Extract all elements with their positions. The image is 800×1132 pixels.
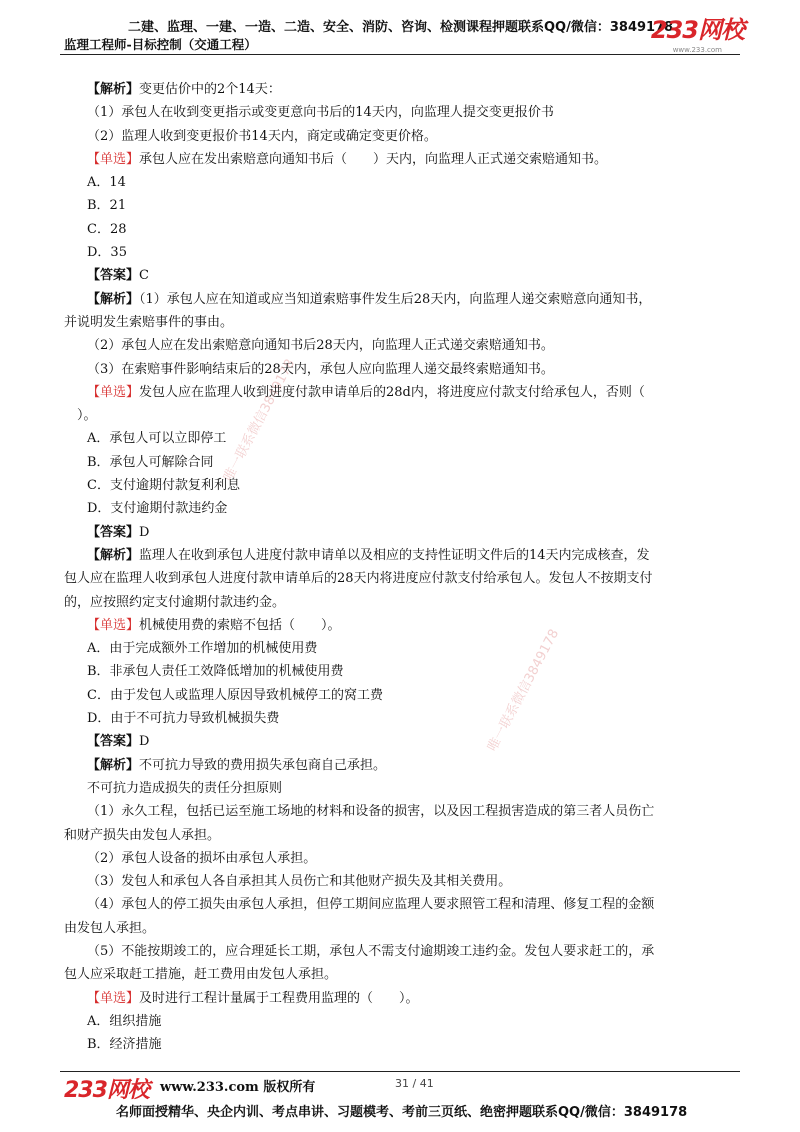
text-line xyxy=(64,497,744,520)
text-segment: （3）发包人和承包人各自承担其人员伤亡和其他财产损失及其相关费用。 xyxy=(87,874,512,890)
section-label: 【解析】 xyxy=(87,547,140,563)
text-segment: 包人应采取赶工措施，赶工费用由发包人承担。 xyxy=(64,967,338,983)
text-line xyxy=(64,730,744,753)
text-line xyxy=(64,940,744,963)
text-segment: B．21 xyxy=(87,198,127,214)
text-line xyxy=(64,707,744,730)
text-segment: 由发包人承担。 xyxy=(64,920,156,936)
text-segment: 机械使用费的索赔不包括（ ）。 xyxy=(139,617,341,633)
text-segment: 并说明发生索赔事件的事由。 xyxy=(64,314,234,330)
text-segment: B．经济措施 xyxy=(87,1037,162,1053)
text-line xyxy=(64,684,744,707)
text-segment: （4）承包人的停工损失由承包人承担，但停工期间应监理人要求照管工程和清理、修复工程的金额 xyxy=(87,897,655,913)
text-segment: 不可抗力造成损失的责任分担原则 xyxy=(87,780,283,796)
text-line xyxy=(64,264,744,287)
text-segment: B．承包人可解除合同 xyxy=(87,454,214,470)
brand-logo-url: www.233.com xyxy=(672,46,722,54)
text-segment: （1）承包人应在知道或应当知道索赔事件发生后28天内，向监理人递交索赔意向通知书， xyxy=(139,291,652,307)
text-line xyxy=(64,521,744,544)
text-line xyxy=(64,241,744,264)
text-segment: C．28 xyxy=(87,221,127,237)
section-label: 【答案】 xyxy=(87,268,140,284)
text-segment: （1）永久工程，包括已运至施工场地的材料和设备的损害，以及因工程损害造成的第三者人员伤亡 xyxy=(87,804,655,820)
text-line xyxy=(64,1033,744,1056)
footer-copyright: www.233.com 版权所有 xyxy=(160,1080,316,1095)
text-line xyxy=(64,101,744,124)
text-line xyxy=(64,614,744,637)
text-line xyxy=(64,591,744,614)
text-line xyxy=(64,893,744,916)
brand-logo: 233网校 xyxy=(650,16,744,44)
text-line xyxy=(64,637,744,660)
text-segment: B．非承包人责任工效降低增加的机械使用费 xyxy=(87,664,344,680)
text-line xyxy=(64,777,744,800)
text-segment: ）。 xyxy=(64,408,97,424)
text-segment: D xyxy=(139,734,150,750)
text-line xyxy=(64,917,744,940)
text-line xyxy=(64,1010,744,1033)
text-segment: （2）承包人设备的损坏由承包人承担。 xyxy=(87,850,317,866)
footer-logo: 233网校 xyxy=(64,1078,149,1103)
question-type-tag: 【单选】 xyxy=(87,151,140,167)
section-label: 【解析】 xyxy=(87,82,140,97)
text-line xyxy=(64,78,744,101)
text-segment: D．支付逾期付款违约金 xyxy=(87,501,228,517)
text-line xyxy=(64,987,744,1010)
watermark: 唯一联系微信3849178 xyxy=(221,356,299,484)
text-segment: C．由于发包人或监理人原因导致机械停工的窝工费 xyxy=(87,687,383,703)
text-segment: C．支付逾期付款复利利息 xyxy=(87,478,240,494)
text-segment: 监理人在收到承包人进度付款申请单以及相应的支持性证明文件后的14天内完成核查，发 xyxy=(139,547,650,563)
text-line xyxy=(64,544,744,567)
text-segment: A．组织措施 xyxy=(87,1013,162,1029)
footer-divider xyxy=(60,1071,740,1072)
text-line xyxy=(64,660,744,683)
text-segment: 承包人应在发出索赔意向通知书后（ ）天内，向监理人正式递交索赔通知书。 xyxy=(139,151,608,167)
text-line xyxy=(64,824,744,847)
text-segment: D xyxy=(139,524,150,540)
text-segment: （5）不能按期竣工的，应合理延长工期，承包人不需支付逾期竣工违约金。发包人要求赶工的，承 xyxy=(87,943,655,959)
text-line xyxy=(64,800,744,823)
watermark: 唯一联系微信3849178 xyxy=(485,626,563,754)
text-segment: A．承包人可以立即停工 xyxy=(87,431,227,447)
text-segment: 变更估价中的2个14天： xyxy=(139,82,281,97)
text-segment: D．由于不可抗力导致机械损失费 xyxy=(87,711,280,727)
question-type-tag: 【单选】 xyxy=(87,617,140,633)
footer-contact-line: 名师面授精华、央企内训、考点串讲、习题模考、考前三页纸、绝密押题联系QQ/微信：3849178 xyxy=(116,1105,688,1120)
text-segment: （3）在索赔事件影响结束后的28天内，承包人应向监理人递交最终索赔通知书。 xyxy=(87,361,554,377)
text-segment: D．35 xyxy=(87,245,127,261)
text-segment: 和财产损失由发包人承担。 xyxy=(64,827,221,843)
text-line xyxy=(64,125,744,148)
text-line xyxy=(64,381,744,404)
text-segment: C xyxy=(139,268,149,284)
header-contact-line: 二建、监理、一建、一造、二造、安全、消防、咨询、检测课程押题联系QQ/微信：3849178 xyxy=(128,20,674,35)
text-line xyxy=(64,358,744,381)
text-line xyxy=(64,288,744,311)
text-segment: 发包人应在监理人收到进度付款申请单后的28d内，将进度应付款支付给承包人，否则（ xyxy=(139,384,645,400)
document-body xyxy=(64,78,744,1056)
text-segment: A．14 xyxy=(87,175,126,191)
text-segment: 不可抗力导致的费用损失承包商自己承担。 xyxy=(139,757,387,773)
header-subtitle: 监理工程师-目标控制（交通工程） xyxy=(64,37,257,52)
text-line xyxy=(64,567,744,590)
text-line xyxy=(64,474,744,497)
text-segment: 及时进行工程计量属于工程费用监理的（ ）。 xyxy=(139,990,419,1006)
text-segment: 的，应按照约定支付逾期付款违约金。 xyxy=(64,594,286,610)
text-segment: （2）监理人收到变更报价书14天内，商定或确定变更价格。 xyxy=(87,128,437,144)
section-label: 【解析】 xyxy=(87,757,140,773)
text-line xyxy=(64,334,744,357)
text-line xyxy=(64,171,744,194)
text-line xyxy=(64,311,744,334)
text-segment: （1）承包人在收到变更指示或变更意向书后的14天内，向监理人提交变更报价书 xyxy=(87,105,554,121)
text-segment: （2）承包人应在发出索赔意向通知书后28天内，向监理人正式递交索赔通知书。 xyxy=(87,338,554,354)
text-line xyxy=(64,754,744,777)
text-segment: A．由于完成额外工作增加的机械使用费 xyxy=(87,641,318,657)
header-divider xyxy=(60,54,740,55)
page-number: 31 / 41 xyxy=(395,1077,434,1090)
text-line xyxy=(64,963,744,986)
text-line xyxy=(64,218,744,241)
section-label: 【答案】 xyxy=(87,734,140,750)
text-line xyxy=(64,427,744,450)
section-label: 【解析】 xyxy=(87,291,140,307)
text-line xyxy=(64,451,744,474)
text-line xyxy=(64,847,744,870)
section-label: 【答案】 xyxy=(87,524,140,540)
text-segment: 包人应在监理人收到承包人进度付款申请单后的28天内将进度应付款支付给承包人。发包人不按期支付 xyxy=(64,571,653,587)
text-line xyxy=(64,148,744,171)
text-line xyxy=(64,404,744,427)
text-line xyxy=(64,194,744,217)
text-line xyxy=(64,870,744,893)
question-type-tag: 【单选】 xyxy=(87,990,140,1006)
question-type-tag: 【单选】 xyxy=(87,384,140,400)
